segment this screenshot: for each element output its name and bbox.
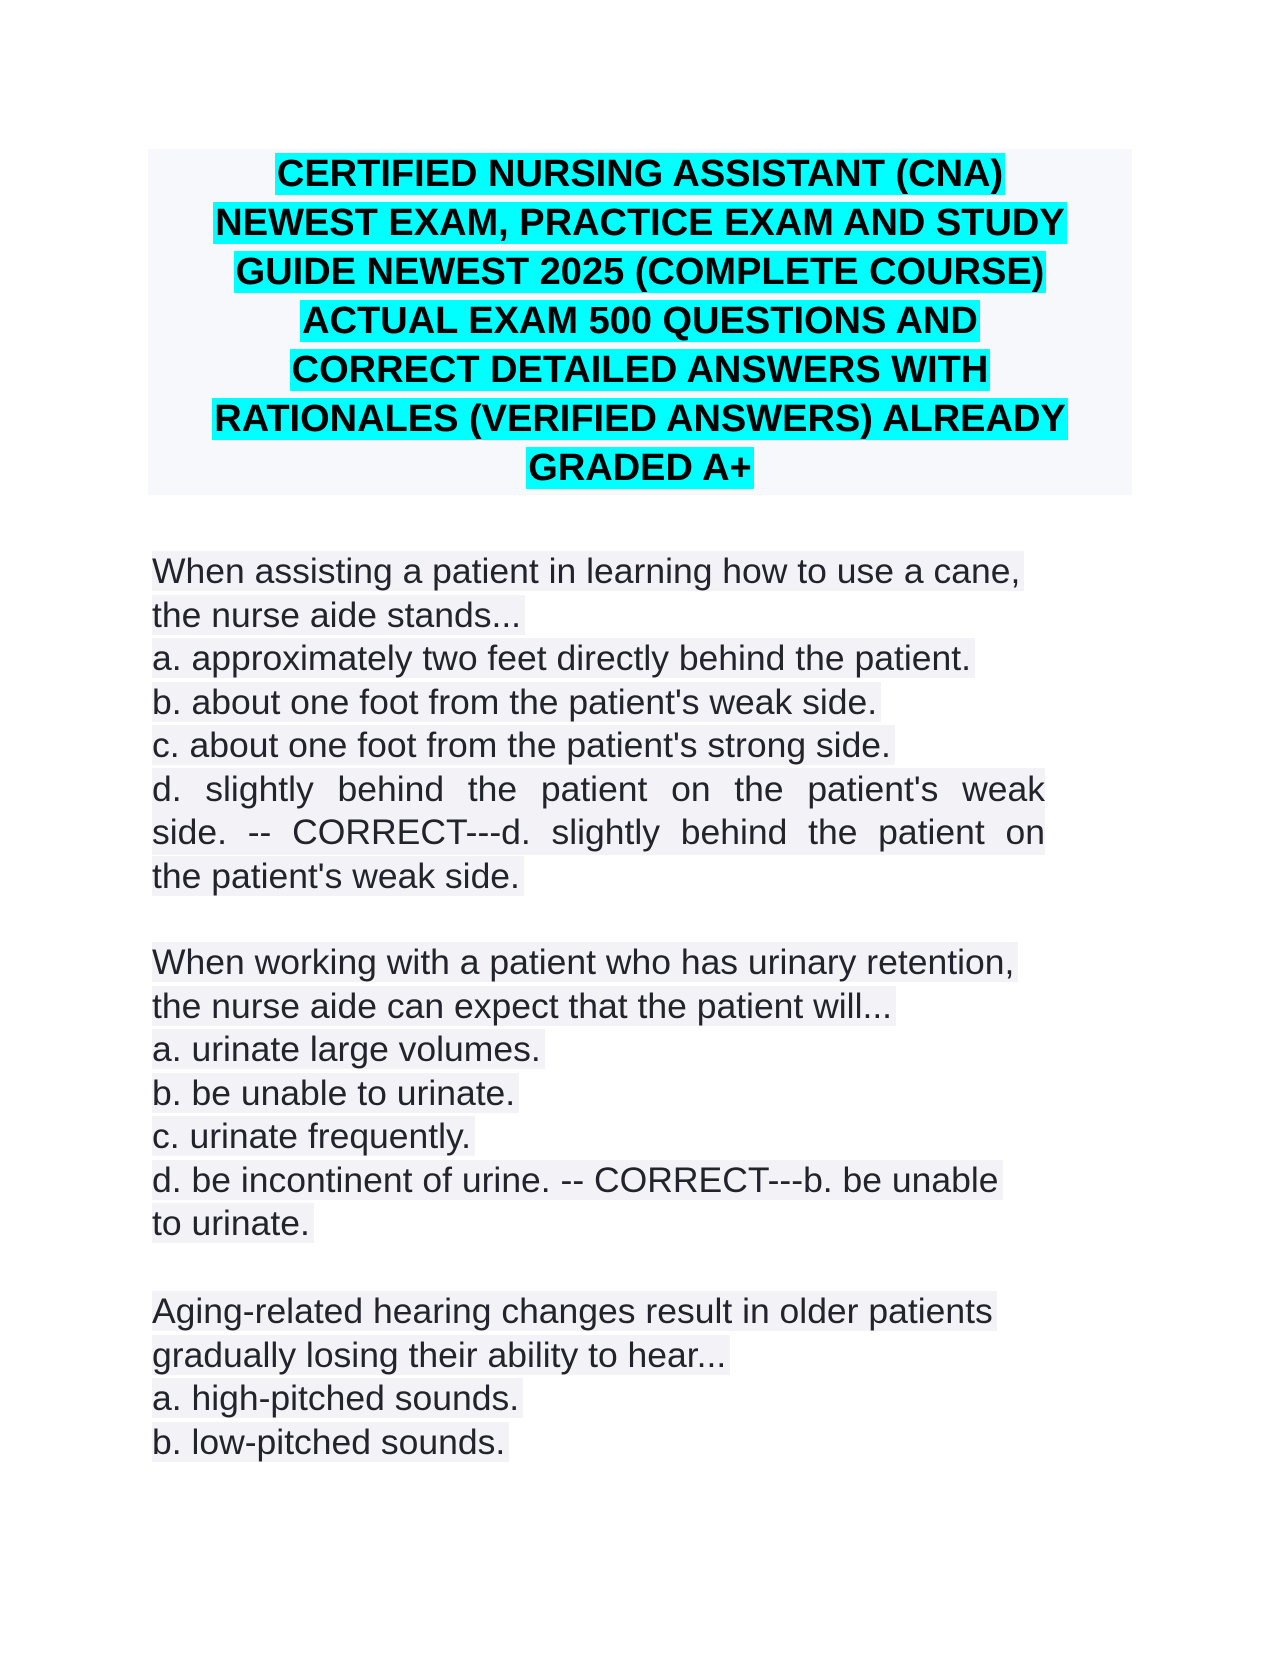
title-line: CERTIFIED NURSING ASSISTANT (CNA) [276, 153, 1004, 195]
correct-answer: to urinate. [152, 1202, 1052, 1246]
answer-option-d: d. slightly behind the patient on the patient's weak [152, 768, 1045, 812]
answer-option-a: a. urinate large volumes. [152, 1028, 1052, 1072]
answer-option-b: b. low-pitched sounds. [152, 1421, 1052, 1465]
title-line: ACTUAL EXAM 500 QUESTIONS AND [302, 300, 978, 342]
title-line: GRADED A+ [528, 447, 752, 489]
correct-answer: side. -- CORRECT---d. slightly behind the patient on [152, 811, 1045, 855]
question-line: When working with a patient who has urinary retention, [152, 941, 1052, 985]
answer-option-b: b. about one foot from the patient's weak side. [152, 681, 1052, 725]
answer-option-d: d. be incontinent of urine. -- CORRECT---b. be unable [152, 1159, 1052, 1203]
question-line: the nurse aide stands... [152, 594, 1052, 638]
question-line: Aging-related hearing changes result in older patients [152, 1290, 1052, 1334]
answer-option-c: c. about one foot from the patient's strong side. [152, 724, 1052, 768]
question-line: gradually losing their ability to hear... [152, 1334, 1052, 1378]
document-title [148, 150, 1132, 493]
title-line: NEWEST EXAM, PRACTICE EXAM AND STUDY [215, 202, 1065, 244]
question-3 [152, 1290, 1052, 1464]
title-line: RATIONALES (VERIFIED ANSWERS) ALREADY [214, 398, 1066, 440]
title-line: CORRECT DETAILED ANSWERS WITH [291, 349, 989, 391]
answer-option-c: c. urinate frequently. [152, 1115, 1052, 1159]
answer-option-b: b. be unable to urinate. [152, 1072, 1052, 1116]
answer-option-a: a. high-pitched sounds. [152, 1377, 1052, 1421]
question-1 [152, 550, 1052, 898]
question-line: the nurse aide can expect that the patient will... [152, 985, 1052, 1029]
answer-option-a: a. approximately two feet directly behind the patient. [152, 637, 1052, 681]
question-line: When assisting a patient in learning how to use a cane, [152, 550, 1052, 594]
correct-answer: the patient's weak side. [152, 855, 1052, 899]
question-2 [152, 941, 1052, 1246]
title-line: GUIDE NEWEST 2025 (COMPLETE COURSE) [235, 251, 1045, 293]
